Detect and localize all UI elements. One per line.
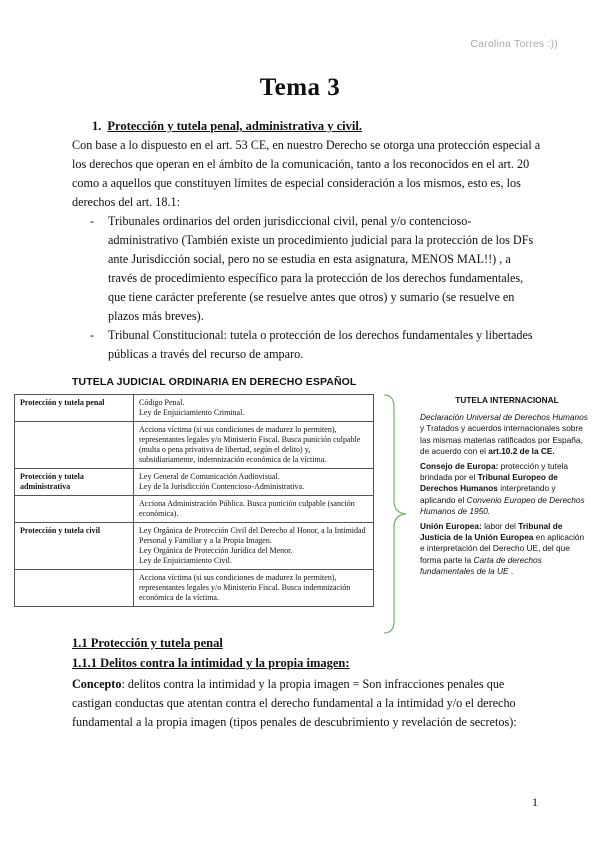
text-span: protección y tutela brindada por el [420, 461, 569, 483]
bullet-text: Tribunales ordinarios del orden jurisdiccional civil, penal y/o contencioso-administrativo (También existe un procedimiento judicial para la protección de los DFs ante Jurisdicción social, pero no se estudia en esta asignatura, MENOS MAL!!) , a través de procedimiento específico para la protección de los derechos fundamentales, que tiene carácter preferente (se resuelve antes que otros) y sumario (se resuelve en plazos más breves). [108, 214, 534, 323]
text-span: y Tratados y acuerdos internacionales sobre las mismas materias ratificados por España, de acuerdo con el [420, 423, 583, 456]
udhr-text: Declaración Universal de Derechos Humanos [420, 412, 588, 423]
table-row [15, 523, 374, 570]
curly-brace-icon [380, 393, 410, 635]
tutela-content-cell: Ley General de Comunicación Audiovisual. Ley de la Jurisdicción Contencioso-Administrativa. [134, 469, 374, 496]
international-paragraph-2 [420, 461, 590, 517]
text-span: en aplicación e interpretación del Derecho UE, del que forma parte la [420, 532, 585, 565]
concept-text: : delitos contra la intimidad y la propia imagen = Son infracciones penales que castigan conductas que atentan contra el derecho fundamental a la intimidad y/o el derecho fundamental a la propia imagen (tipos penales de descubrimiento y revelación de secretos): [72, 677, 517, 729]
page-title: Tema 3 [259, 74, 341, 101]
tutela-type-cell [15, 496, 134, 523]
tutela-content-cell: Acciona víctima (si sus condiciones de madurez lo permiten), representantes legales y/o Ministerio Fiscal. Busca indemnización económica de la víctima. [134, 570, 374, 607]
tutela-type-cell: Protección y tutela penal [15, 395, 134, 422]
section-1-intro: Con base a lo dispuesto en el art. 53 CE, en nuestro Derecho se otorga una protección especial a los derechos que operan en el ámbito de la comunicación, tanto a los reconocidos en el art. 20 como a aquellos que constituyen límites de especial consideración a los mismos, esto es, los derechos del art. 18.1: [72, 138, 541, 209]
page-number: 1 [532, 795, 538, 809]
tutela-type-cell [15, 570, 134, 607]
tutela-type-cell: Protección y tutela civil [15, 523, 134, 570]
section-1-heading [92, 119, 362, 134]
bullet-dash: - [90, 328, 95, 342]
concept-label: Concepto [72, 677, 122, 691]
concept-paragraph [72, 675, 542, 732]
section-1-1-1-heading: 1.1.1 Delitos contra la intimidad y la propia imagen: [72, 656, 350, 670]
bullet-dash: - [90, 214, 95, 228]
tutela-type-cell: Protección y tutela administrativa [15, 469, 134, 496]
bullet-text: Tribunal Constitucional: tutela o protección de los derechos fundamentales y libertades públicas a través del recurso de amparo. [108, 328, 533, 361]
bullet-item-1 [90, 212, 540, 326]
ce-article-text: art.10.2 de la CE. [488, 445, 555, 456]
tutela-content-cell: Acciona víctima (si sus condiciones de madurez lo permiten), representantes legales y/o Ministerio Fiscal. Busca punición culpable (multa o pena privativa de libertad, según el delito) y, subsidiariamente, indemnización económica de la víctima. [134, 422, 374, 469]
cedh-text: Convenio Europeo de Derechos Humanos de 1950. [420, 494, 585, 516]
table-row [15, 570, 374, 607]
tjue-label: Tribunal de Justicia de la Unión Europea [420, 521, 563, 543]
text-span: labor del [481, 521, 519, 532]
table-row [15, 496, 374, 523]
section-1-heading-text: Protección y tutela penal, administrativa y civil. [107, 119, 362, 133]
tedh-label: Tribunal Europeo de Derechos Humanos [420, 472, 558, 494]
eu-label: Unión Europea: [420, 521, 482, 532]
international-title: TUTELA INTERNACIONAL [455, 395, 559, 405]
table-row [15, 422, 374, 469]
text-span: interpretando y aplicando el [420, 483, 556, 505]
section-1-number: 1. [92, 119, 102, 133]
table-row [15, 469, 374, 496]
council-of-europe-label: Consejo de Europa: [420, 461, 499, 472]
tutela-content-cell: Acciona Administración Pública. Busca punición culpable (sanción económica). [134, 496, 374, 523]
table-title: TUTELA JUDICIAL ORDINARIA EN DERECHO ESPAÑOL [72, 376, 357, 388]
eu-charter-text: Carta de derechos fundamentales de la UE [420, 554, 542, 576]
international-paragraph-1 [420, 412, 590, 457]
international-panel [420, 395, 590, 581]
bullet-item-2 [90, 326, 540, 364]
tutela-table [14, 394, 374, 607]
text-span: . [508, 565, 514, 576]
tutela-type-cell [15, 422, 134, 469]
author-header: Carolina Torres :)) [470, 38, 558, 50]
international-paragraph-3 [420, 521, 590, 577]
section-1-1-heading: 1.1 Protección y tutela penal [72, 636, 223, 650]
tutela-content-cell: Ley Orgánica de Protección Civil del Derecho al Honor, a la Intimidad Personal y Familiar y a la Propia Imagen. Ley Orgánica de Protección Jurídica del Menor. Ley de Enjuiciamiento Civil. [134, 523, 374, 570]
table-row [15, 395, 374, 422]
tutela-content-cell: Código Penal. Ley de Enjuiciamiento Criminal. [134, 395, 374, 422]
